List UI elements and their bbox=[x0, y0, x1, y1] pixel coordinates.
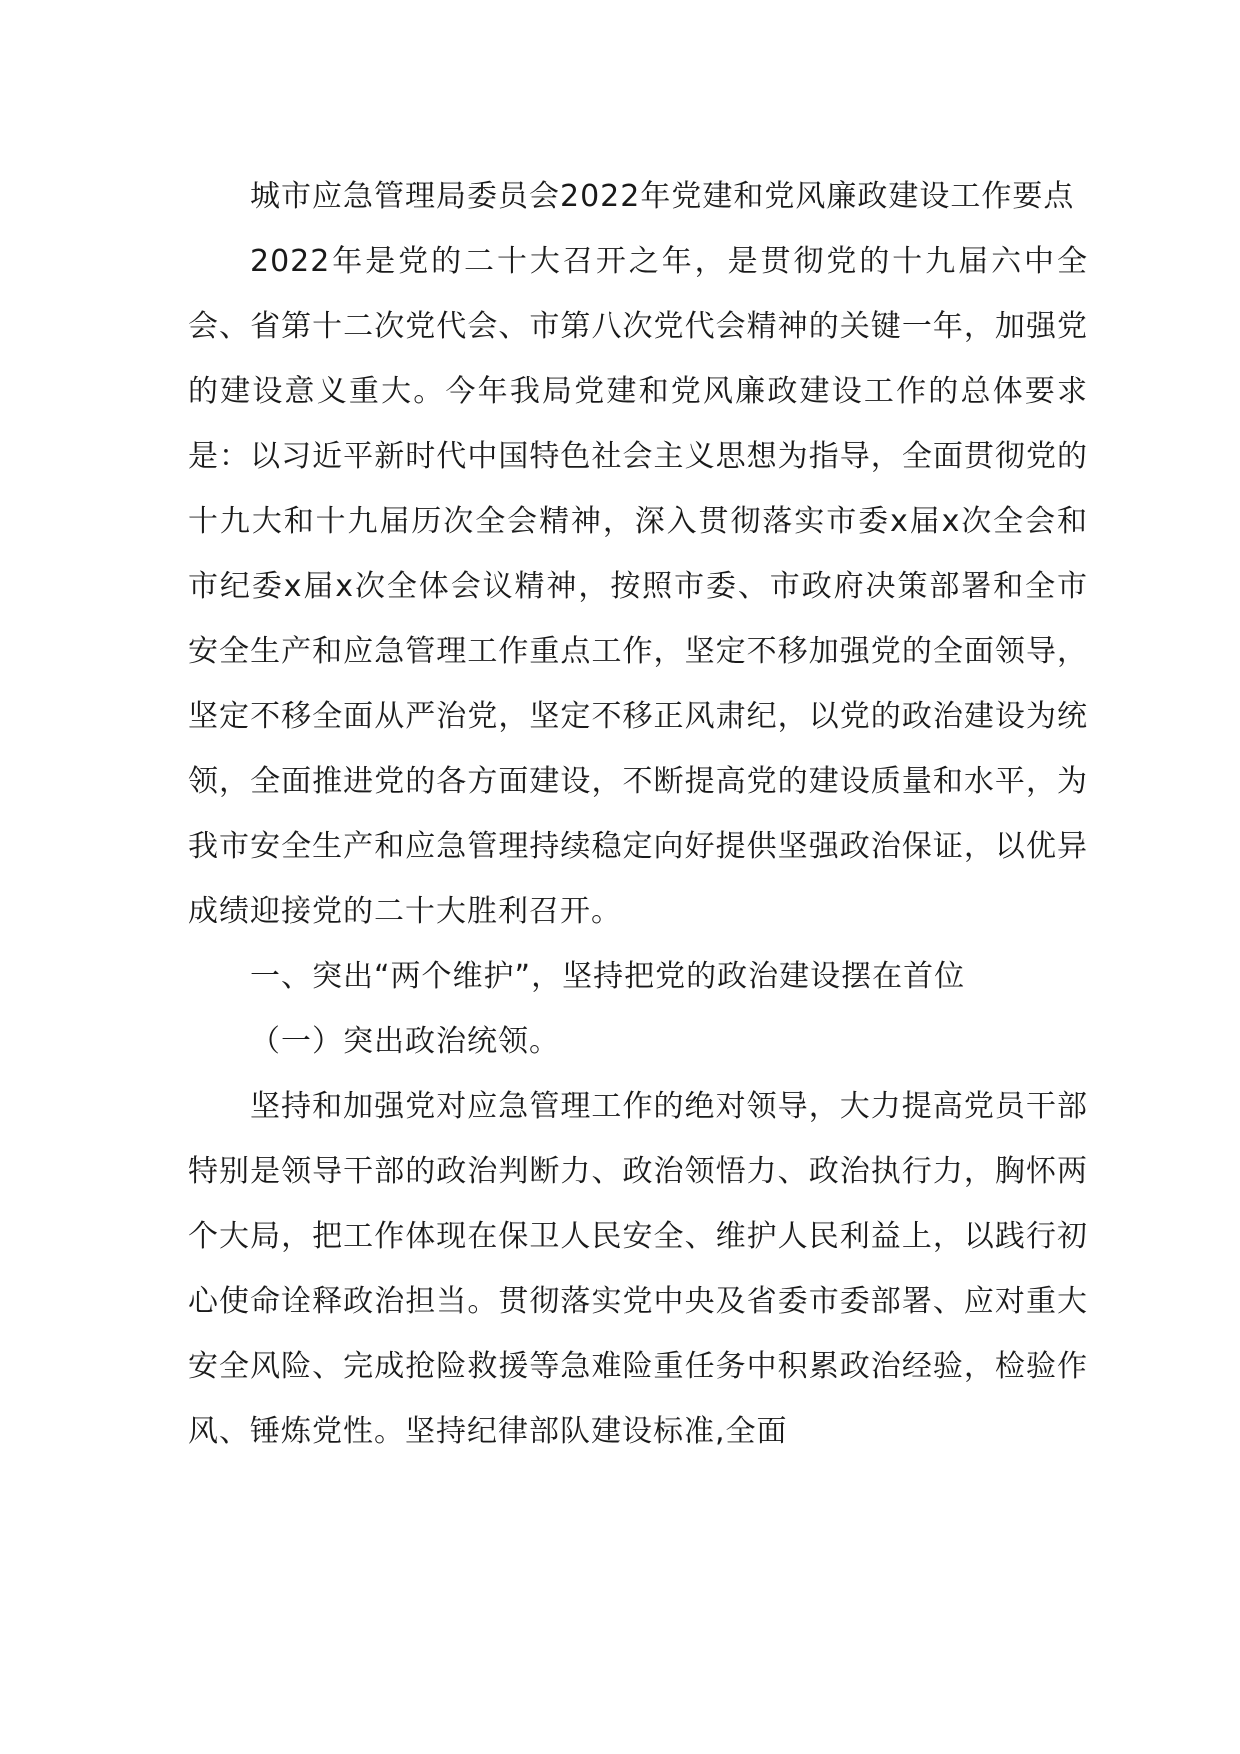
document-body bbox=[188, 164, 1088, 1464]
body-paragraph: 坚持和加强党对应急管理工作的绝对领导，大力提高党员干部特别是领导干部的政治判断力、政治领悟力、政治执行力，胸怀两个大局，把工作体现在保卫人民安全、维护人民利益上，以践行初心使命诠释政治担当。贯彻落实党中央及省委市委部署、应对重大安全风险、完成抢险救援等急难险重任务中积累政治经验，检验作风、锤炼党性。坚持纪律部队建设标准,全面 bbox=[188, 1089, 1088, 1449]
intro-paragraph: 2022年是党的二十大召开之年，是贯彻党的十九届六中全会、省第十二次党代会、市第八次党代会精神的关键一年，加强党的建设意义重大。今年我局党建和党风廉政建设工作的总体要求是：以习近平新时代中国特色社会主义思想为指导，全面贯彻党的十九大和十九届历次全会精神，深入贯彻落实市委x届x次全会和市纪委x届x次全体会议精神，按照市委、市政府决策部署和全市安全生产和应急管理工作重点工作，坚定不移加强党的全面领导，坚定不移全面从严治党，坚定不移正风肃纪，以党的政治建设为统领，全面推进党的各方面建设，不断提高党的建设质量和水平，为我市安全生产和应急管理持续稳定向好提供坚强政治保证，以优异成绩迎接党的二十大胜利召开。 bbox=[188, 244, 1088, 929]
document-title: 城市应急管理局委员会2022年党建和党风廉政建设工作要点 bbox=[250, 179, 1075, 214]
section-heading: 一、突出“两个维护”，坚持把党的政治建设摆在首位 bbox=[250, 959, 966, 994]
subsection-heading: （一）突出政治统领。 bbox=[250, 1024, 560, 1059]
